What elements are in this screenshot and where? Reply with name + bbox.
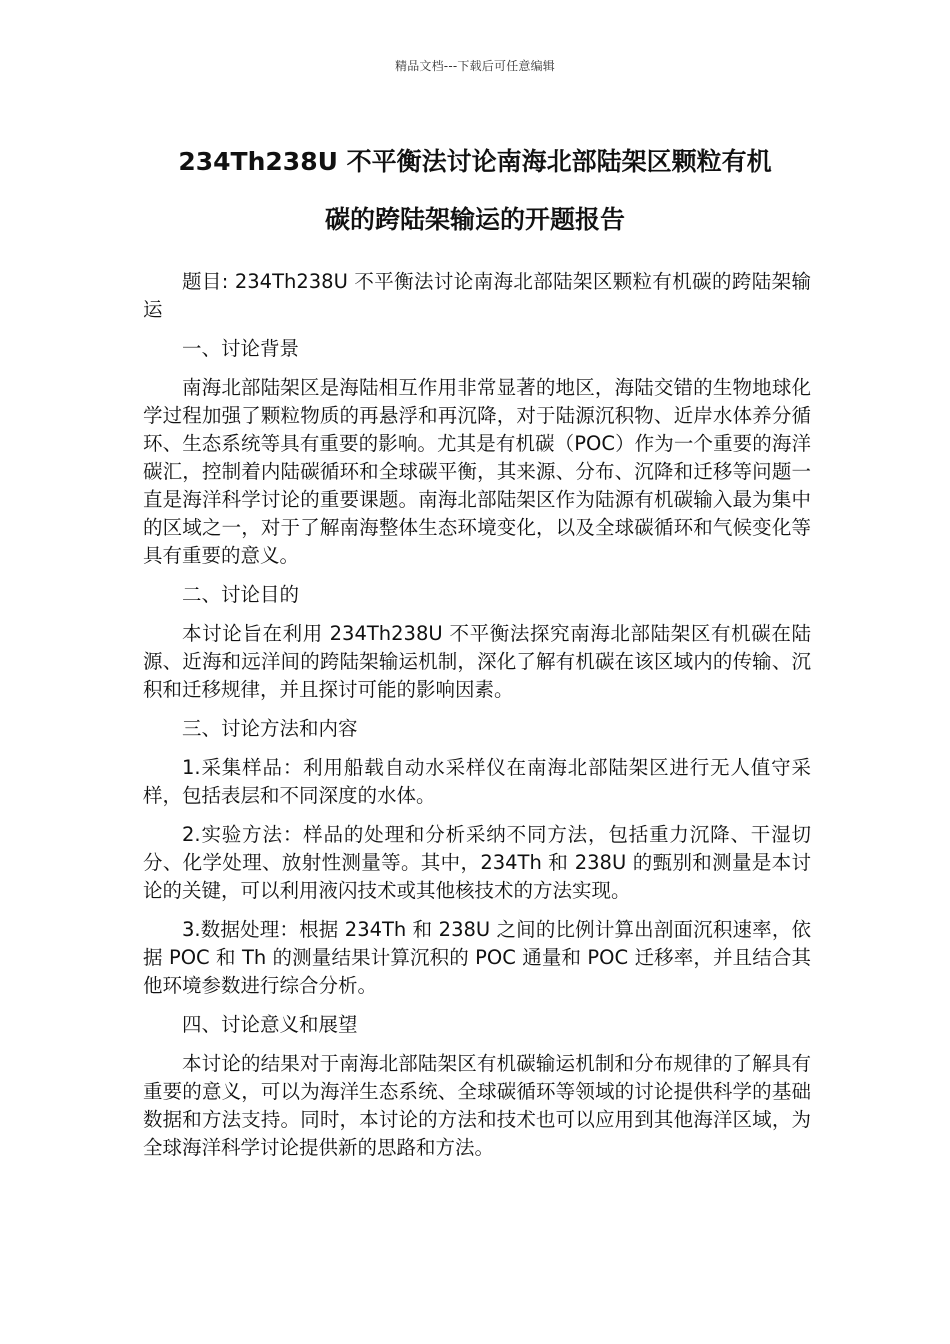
background-paragraph: 南海北部陆架区是海陆相互作用非常显著的地区，海陆交错的生物地球化学过程加强了颗粒物质的再悬浮和再沉降，对于陆源沉积物、近岸水体养分循环、生态系统等具有重要的影响。尤其是有机碳（POC）作为一个重要的海洋碳汇，控制着内陆碳循环和全球碳平衡，其来源、分布、沉降和迁移等问题一直是海洋科学讨论的重要课题。南海北部陆架区作为陆源有机碳输入最为集中的区域之一，对于了解南海整体生态环境变化，以及全球碳循环和气候变化等具有重要的意义。 xyxy=(143,376,811,567)
title-line-1: 234Th238U 不平衡法讨论南海北部陆架区颗粒有机 xyxy=(178,147,772,176)
section-heading-purpose: 二、讨论目的 xyxy=(182,583,300,606)
purpose-paragraph: 本讨论旨在利用 234Th238U 不平衡法探究南海北部陆架区有机碳在陆源、近海和远洋间的跨陆架输运机制，深化了解有机碳在该区域内的传输、沉积和迁移规律，并且探讨可能的影响因素。 xyxy=(143,622,811,701)
methods-item-sampling: 1.采集样品：利用船载自动水采样仪在南海北部陆架区进行无人值守采样，包括表层和不同深度的水体。 xyxy=(143,756,811,807)
document-body xyxy=(143,268,811,1173)
significance-paragraph: 本讨论的结果对于南海北部陆架区有机碳输运机制和分布规律的了解具有重要的意义，可以为海洋生态系统、全球碳循环等领域的讨论提供科学的基础数据和方法支持。同时，本讨论的方法和技术也可以应用到其他海洋区域，为全球海洋科学讨论提供新的思路和方法。 xyxy=(143,1052,811,1159)
topic-paragraph: 题目: 234Th238U 不平衡法讨论南海北部陆架区颗粒有机碳的跨陆架输运 xyxy=(143,270,811,321)
section-heading-methods: 三、讨论方法和内容 xyxy=(182,717,358,740)
section-heading-background: 一、讨论背景 xyxy=(182,337,300,360)
title-line-2: 碳的跨陆架输运的开题报告 xyxy=(324,205,625,234)
methods-item-experiment: 2.实验方法：样品的处理和分析采纳不同方法，包括重力沉降、干湿切分、化学处理、放射性测量等。其中，234Th 和 238U 的甄别和测量是本讨论的关键，可以利用液闪技术或其他核技术的方法实现。 xyxy=(143,823,811,902)
methods-item-data-processing: 3.数据处理：根据 234Th 和 238U 之间的比例计算出剖面沉积速率，依据 POC 和 Th 的测量结果计算沉积的 POC 通量和 POC 迁移率，并且结合其他环境参数进行综合分析。 xyxy=(143,918,811,997)
page-header-note: 精品文档---下载后可任意编辑 xyxy=(395,59,555,73)
section-heading-significance: 四、讨论意义和展望 xyxy=(182,1013,358,1036)
document-title xyxy=(120,133,830,249)
